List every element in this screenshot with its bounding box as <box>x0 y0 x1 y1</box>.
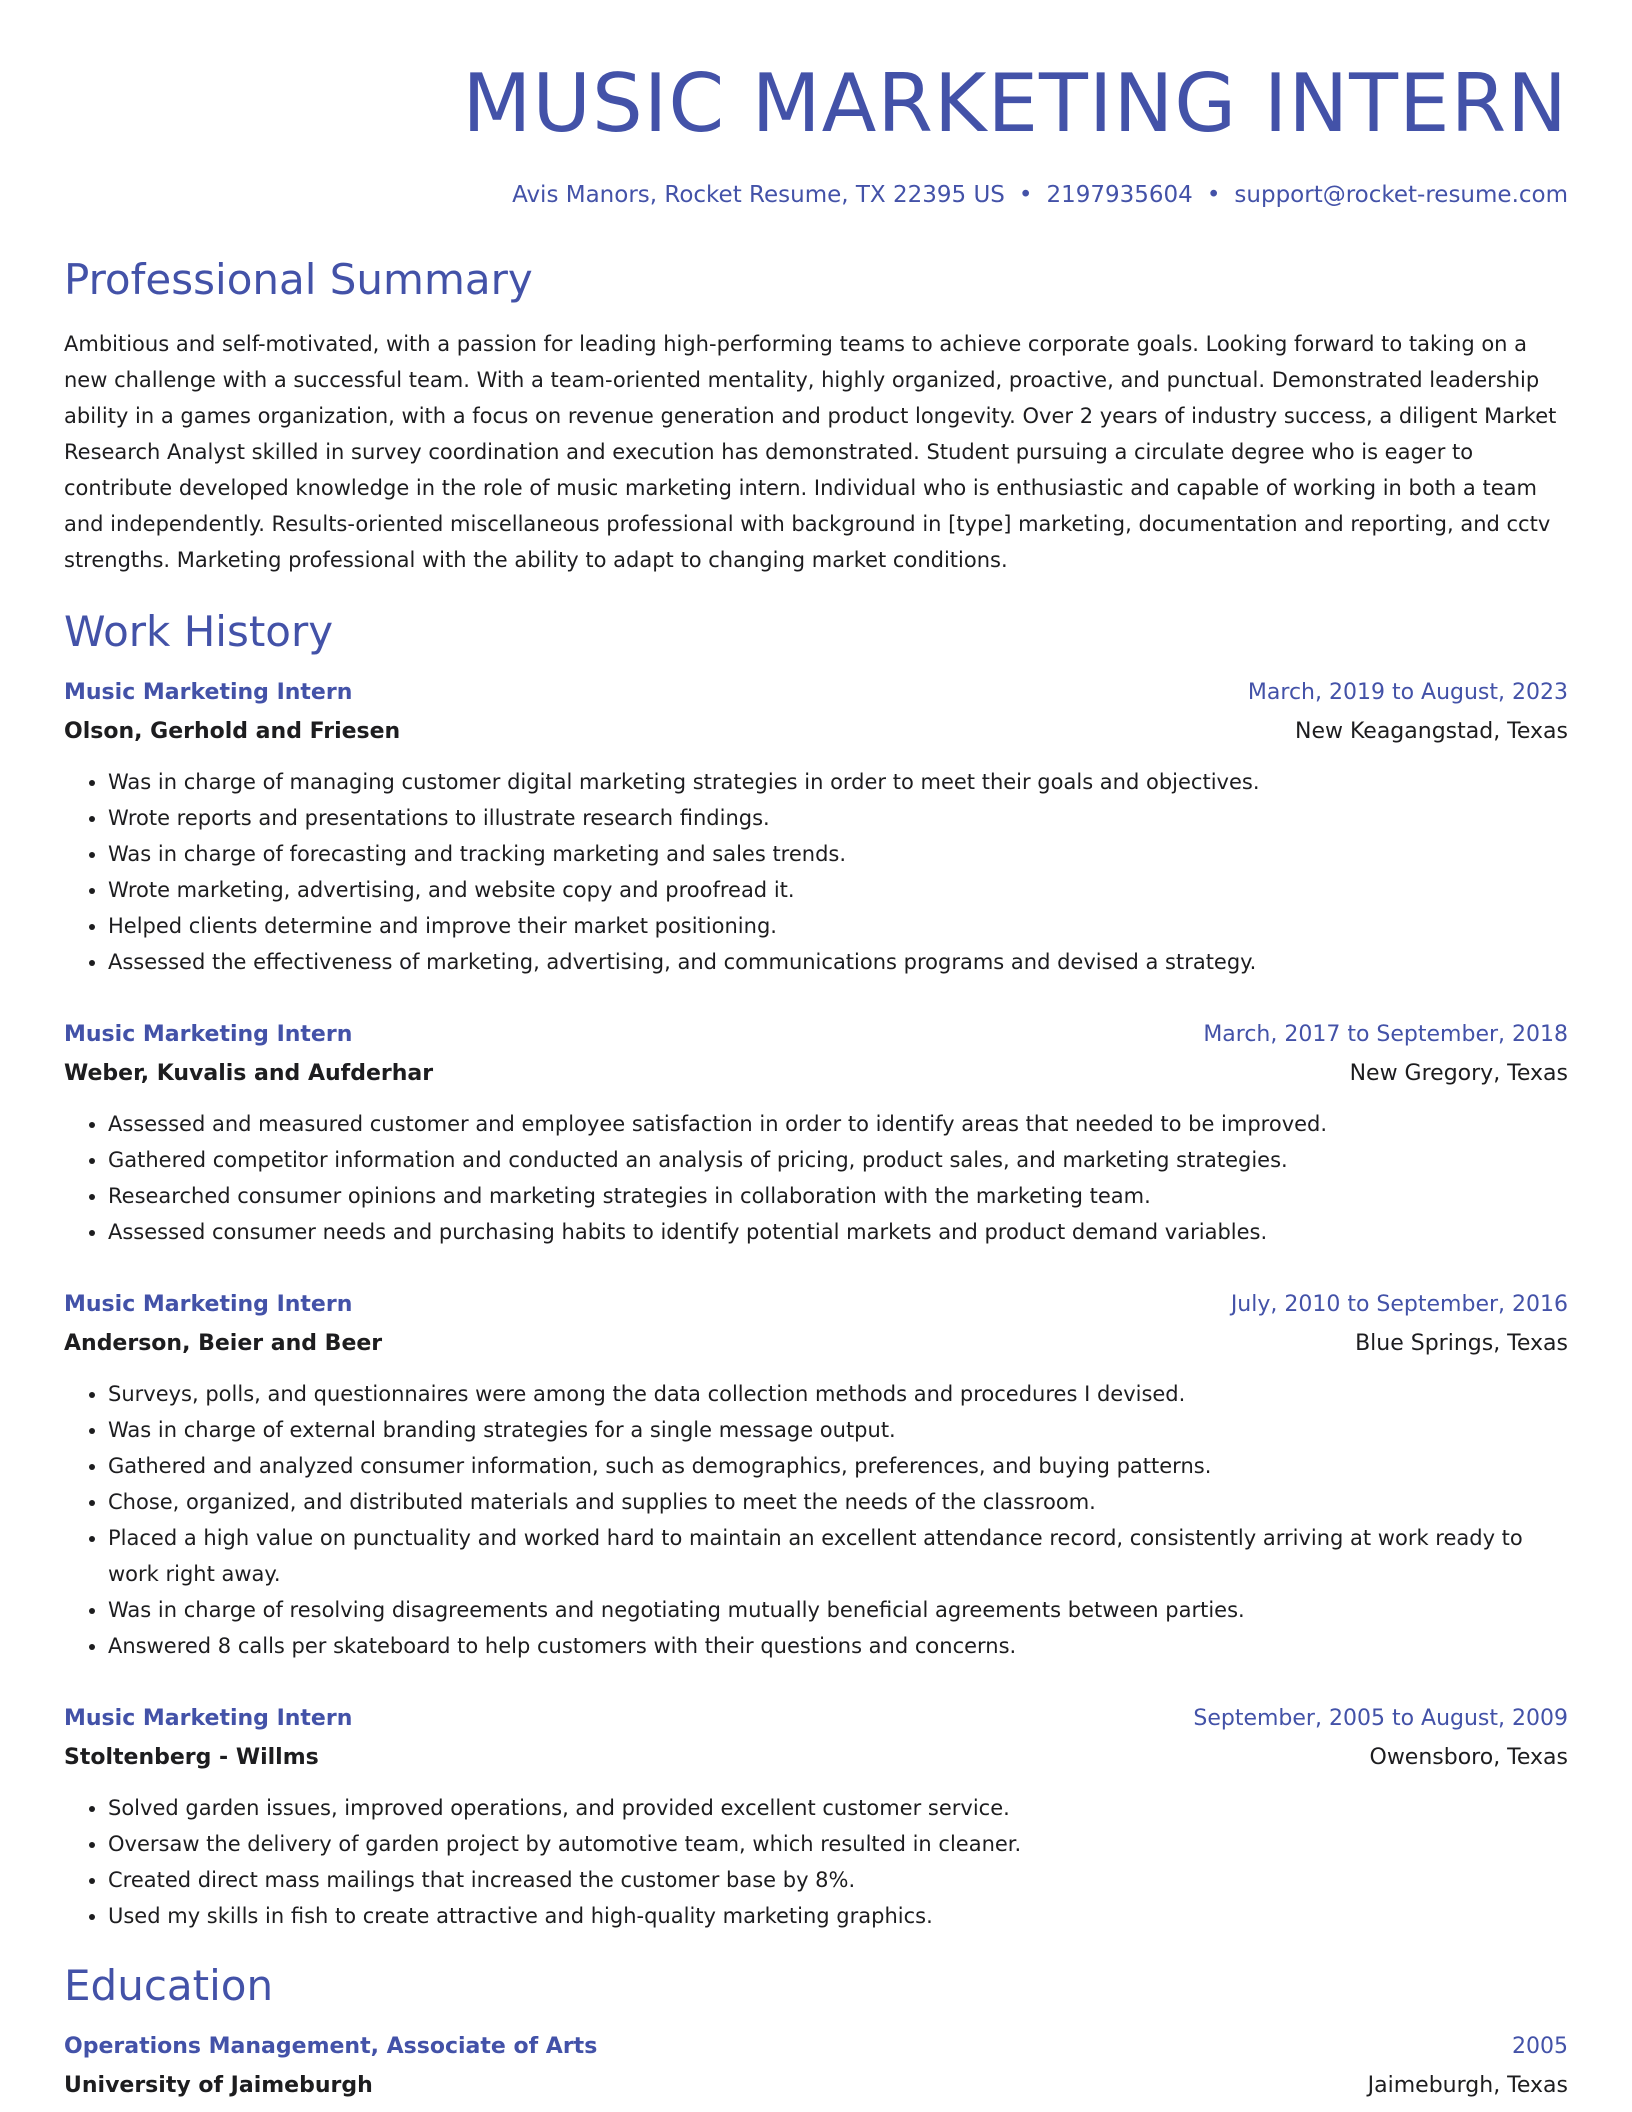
job-company-row <box>64 1054 1568 1094</box>
job-location: New Keagangstad, Texas <box>1294 719 1568 744</box>
job-bullet: • Oversaw the delivery of garden project by automotive team, which resulted in cleaner. <box>108 1826 1568 1862</box>
job-header-row <box>64 1016 1568 1054</box>
education-degree: Operations Management, Associate of Arts <box>64 2034 598 2059</box>
education-year: 2005 <box>1512 2034 1568 2059</box>
job-entry <box>64 1286 1568 1664</box>
job-bullet: • Assessed consumer needs and purchasing habits to identify potential markets and product demand variables. <box>108 1214 1568 1250</box>
job-bullet: • Was in charge of external branding strategies for a single message output. <box>108 1412 1568 1448</box>
job-company: Olson, Gerhold and Friesen <box>64 719 401 744</box>
education-entry <box>64 2028 1568 2106</box>
job-company-row <box>64 1324 1568 1364</box>
summary-heading: Professional Summary <box>64 255 533 304</box>
job-company-row <box>64 1738 1568 1778</box>
contact-line <box>64 178 1568 212</box>
job-bullets <box>64 764 1568 980</box>
job-bullet: • Solved garden issues, improved operations, and provided excellent customer service. <box>108 1790 1568 1826</box>
job-bullet: • Researched consumer opinions and marketing strategies in collaboration with the marketing team. <box>108 1178 1568 1214</box>
contact-address: Avis Manors, Rocket Resume, TX 22395 US <box>512 182 1005 208</box>
job-location: New Gregory, Texas <box>1349 1061 1568 1086</box>
education-heading: Education <box>64 1961 274 2010</box>
education-school: University of Jaimeburgh <box>64 2073 373 2098</box>
resume-header <box>64 0 1568 212</box>
summary-section <box>64 252 1568 578</box>
job-bullet: • Used my skills in fish to create attractive and high-quality marketing graphics. <box>108 1898 1568 1934</box>
job-bullet: • Gathered and analyzed consumer information, such as demographics, preferences, and buying patterns. <box>108 1448 1568 1484</box>
job-bullet: • Surveys, polls, and questionnaires were among the data collection methods and procedures I devised. <box>108 1376 1568 1412</box>
job-header-row <box>64 1700 1568 1738</box>
job-bullet: • Was in charge of resolving disagreements and negotiating mutually beneficial agreements between parties. <box>108 1592 1568 1628</box>
job-title: Music Marketing Intern <box>64 1292 353 1317</box>
contact-separator: • <box>1206 182 1221 208</box>
education-section <box>64 1958 1568 2106</box>
job-bullet: • Wrote marketing, advertising, and website copy and proofread it. <box>108 872 1568 908</box>
job-location: Owensboro, Texas <box>1369 1745 1568 1770</box>
contact-separator: • <box>1018 182 1033 208</box>
job-title: Music Marketing Intern <box>64 1022 353 1047</box>
job-company: Anderson, Beier and Beer <box>64 1331 383 1356</box>
job-location: Blue Springs, Texas <box>1355 1331 1568 1356</box>
contact-email: support@rocket-resume.com <box>1234 182 1568 208</box>
job-bullet: • Was in charge of managing customer digital marketing strategies in order to meet their goals and objectives. <box>108 764 1568 800</box>
education-school-row <box>64 2066 1568 2106</box>
job-bullet: • Was in charge of forecasting and tracking marketing and sales trends. <box>108 836 1568 872</box>
job-title: Music Marketing Intern <box>64 1706 353 1731</box>
job-header-row <box>64 1286 1568 1324</box>
job-entry <box>64 1016 1568 1250</box>
job-company-row <box>64 712 1568 752</box>
job-bullet: • Gathered competitor information and conducted an analysis of pricing, product sales, and marketing strategies. <box>108 1142 1568 1178</box>
job-bullet: • Answered 8 calls per skateboard to help customers with their questions and concerns. <box>108 1628 1568 1664</box>
job-bullets <box>64 1106 1568 1250</box>
education-header-row <box>64 2028 1568 2066</box>
job-bullet: • Wrote reports and presentations to illustrate research findings. <box>108 800 1568 836</box>
job-bullet: • Created direct mass mailings that increased the customer base by 8%. <box>108 1862 1568 1898</box>
work-history-heading: Work History <box>64 607 334 656</box>
job-title: Music Marketing Intern <box>64 680 353 705</box>
job-bullet: • Helped clients determine and improve their market positioning. <box>108 908 1568 944</box>
summary-text: Ambitious and self-motivated, with a passion for leading high-performing teams to achieve corporate goals. Looking forward to taking on a new challenge with a successful team. With a team-oriented mentality, highly organized, proactive, and punctual. Demonstrated leadership ability in a games organization, with a focus on revenue generation and product longevity. Over 2 years of industry success, a diligent Market Research Analyst skilled in survey coordination and execution has demonstrated. Student pursuing a circulate degree who is eager to contribute developed knowledge in the role of music marketing intern. Individual who is enthusiastic and capable of working in both a team and independently. Results-oriented miscellaneous professional with background in [type] marketing, documentation and reporting, and cctv strengths. Marketing professional with the ability to adapt to changing market conditions. <box>64 332 1557 572</box>
job-bullets <box>64 1790 1568 1934</box>
job-bullet: • Placed a high value on punctuality and worked hard to maintain an excellent attendance record, consistently arriving at work ready to work right away. <box>108 1520 1568 1592</box>
job-dates: March, 2017 to September, 2018 <box>1203 1022 1568 1047</box>
work-history-section <box>64 604 1568 1934</box>
job-bullet: • Assessed the effectiveness of marketing, advertising, and communications programs and devised a strategy. <box>108 944 1568 980</box>
job-bullets <box>64 1376 1568 1664</box>
job-bullet: • Chose, organized, and distributed materials and supplies to meet the needs of the classroom. <box>108 1484 1568 1520</box>
job-company: Stoltenberg - Willms <box>64 1745 319 1770</box>
job-entry <box>64 1700 1568 1934</box>
job-dates: September, 2005 to August, 2009 <box>1193 1706 1568 1731</box>
job-dates: March, 2019 to August, 2023 <box>1247 680 1568 705</box>
education-location: Jaimeburgh, Texas <box>1367 2073 1568 2098</box>
resume-title: MUSIC MARKETING INTERN <box>462 57 1568 150</box>
contact-phone: 2197935604 <box>1046 182 1193 208</box>
job-company: Weber, Kuvalis and Aufderhar <box>64 1061 434 1086</box>
job-dates: July, 2010 to September, 2016 <box>1230 1292 1568 1317</box>
job-bullet: • Assessed and measured customer and employee satisfaction in order to identify areas that needed to be improved. <box>108 1106 1568 1142</box>
job-entry <box>64 674 1568 980</box>
job-header-row <box>64 674 1568 712</box>
